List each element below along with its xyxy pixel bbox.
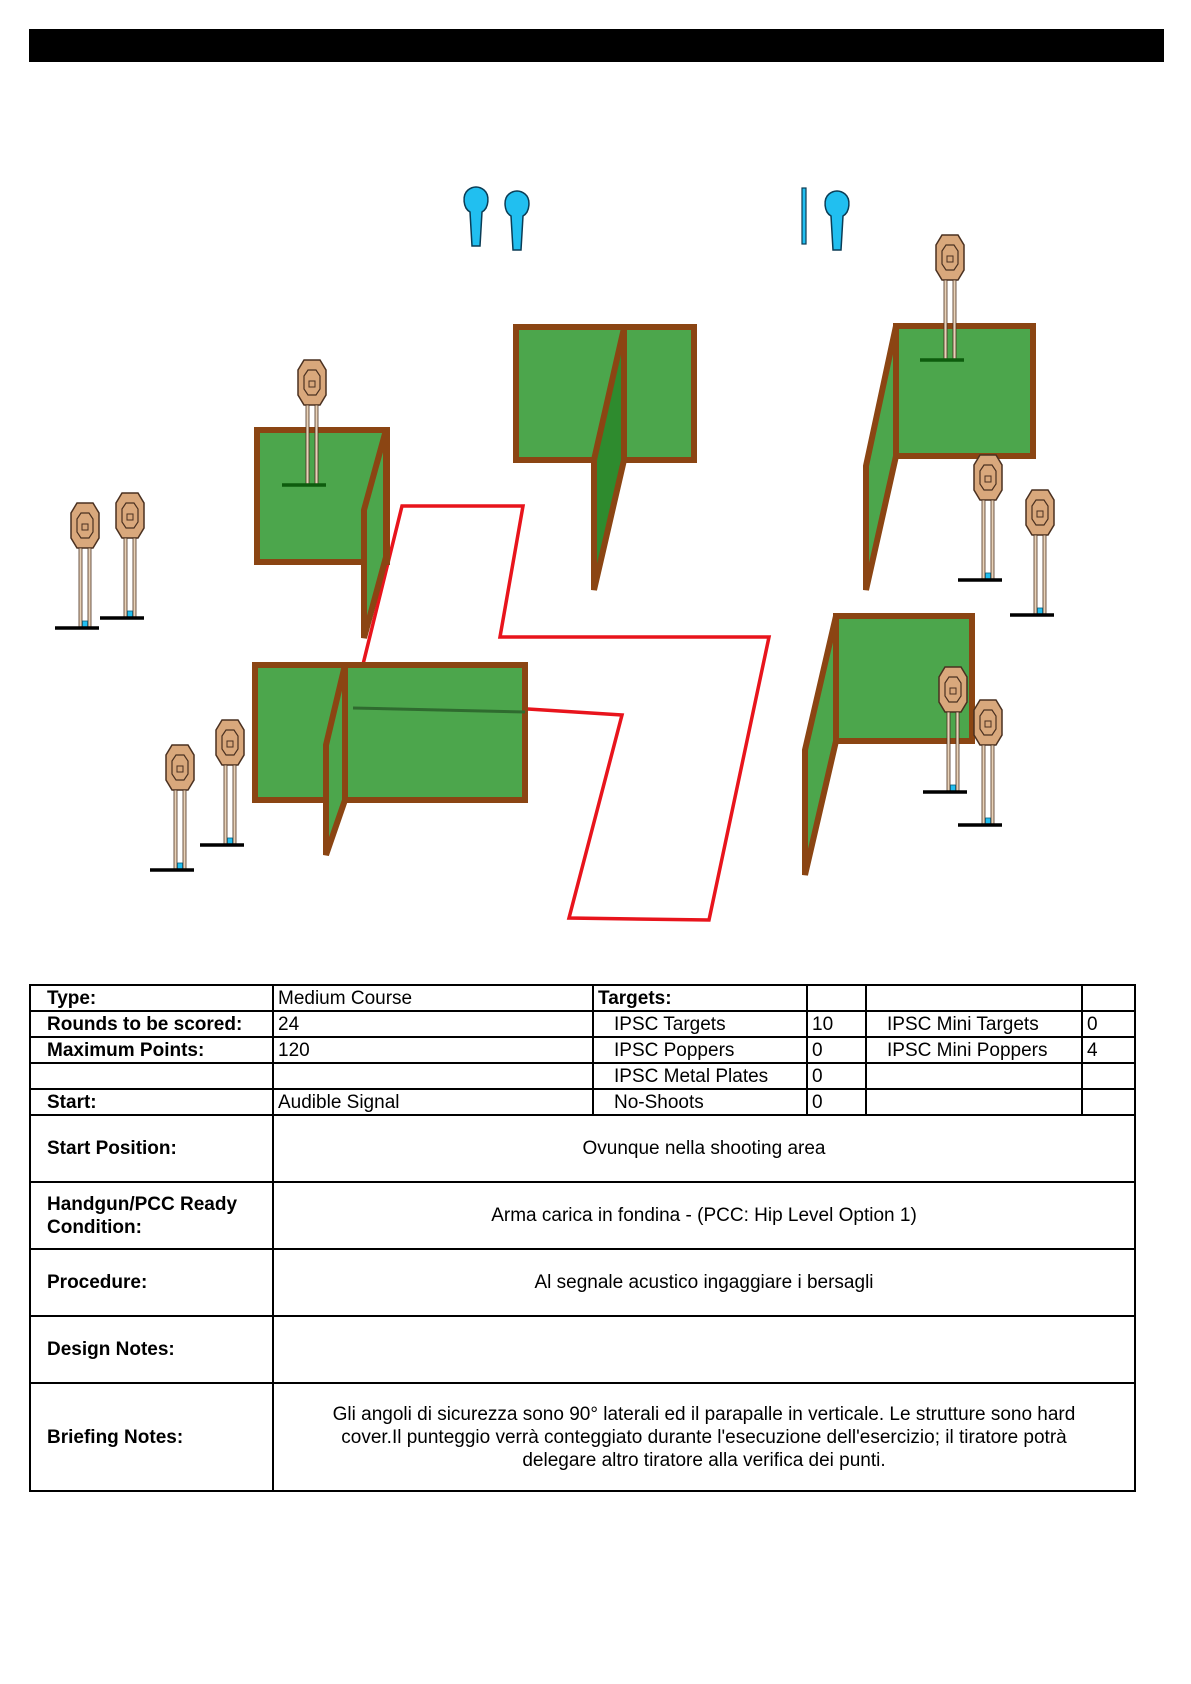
rounds-label: Rounds to be scored: — [30, 1011, 273, 1037]
design-notes-label: Design Notes: — [30, 1316, 273, 1383]
mini-targets-value: 0 — [1082, 1011, 1135, 1037]
row-procedure — [30, 1249, 1135, 1316]
stage-info-table — [29, 984, 1136, 1492]
procedure-value: Al segnale acustico ingaggiare i bersagli — [273, 1249, 1135, 1316]
ipsc-metal-plates-label: IPSC Metal Plates — [593, 1063, 807, 1089]
row-start-position — [30, 1115, 1135, 1182]
type-value: Medium Course — [273, 985, 593, 1011]
points-value: 120 — [273, 1037, 593, 1063]
mini-popper — [464, 187, 488, 246]
ipsc-target — [55, 503, 99, 628]
targets-header: Targets: — [593, 985, 807, 1011]
mini-popper — [505, 191, 529, 250]
row-type — [30, 985, 1135, 1011]
row-ready-condition — [30, 1182, 1135, 1249]
wall-structure-right-top — [866, 326, 1033, 590]
wall-structure-left-bottom — [255, 665, 525, 855]
ipsc-target — [200, 720, 244, 845]
mini-popper — [825, 191, 849, 250]
briefing-notes-label: Briefing Notes: — [30, 1383, 273, 1491]
ipsc-metal-plates-value: 0 — [807, 1063, 866, 1089]
mini-poppers-value: 4 — [1082, 1037, 1135, 1063]
start-label: Start: — [30, 1089, 273, 1115]
ipsc-target — [150, 745, 194, 870]
briefing-notes-value: Gli angoli di sicurezza sono 90° laterali ed il parapalle in verticale. Le strutture sono hard cover.Il punteggio verrà conteggiato durante l'esecuzione dell'esercizio; il tiratore potrà delegare altro tiratore alla verifica dei punti. — [273, 1383, 1135, 1491]
no-shoots-value: 0 — [807, 1089, 866, 1115]
row-design-notes — [30, 1316, 1135, 1383]
start-position-label: Start Position: — [30, 1115, 273, 1182]
design-notes-value — [273, 1316, 1135, 1383]
ipsc-targets-value: 10 — [807, 1011, 866, 1037]
start-value: Audible Signal — [273, 1089, 593, 1115]
mini-poppers-label: IPSC Mini Poppers — [866, 1037, 1082, 1063]
mini-targets-label: IPSC Mini Targets — [866, 1011, 1082, 1037]
row-rounds — [30, 1011, 1135, 1037]
mini-popper-edge — [802, 188, 806, 244]
ipsc-poppers-value: 0 — [807, 1037, 866, 1063]
rounds-value: 24 — [273, 1011, 593, 1037]
row-metal-plates — [30, 1063, 1135, 1089]
wall-structure-center-top — [516, 327, 694, 590]
procedure-label: Procedure: — [30, 1249, 273, 1316]
ipsc-target — [100, 493, 144, 618]
ipsc-target — [958, 455, 1002, 580]
start-position-value: Ovunque nella shooting area — [273, 1115, 1135, 1182]
ready-condition-value: Arma carica in fondina - (PCC: Hip Level Option 1) — [273, 1182, 1135, 1249]
ready-condition-label: Handgun/PCC Ready Condition: — [30, 1182, 273, 1249]
type-label: Type: — [30, 985, 273, 1011]
wall-structure-left-top — [257, 430, 387, 638]
row-start — [30, 1089, 1135, 1115]
ipsc-poppers-label: IPSC Poppers — [593, 1037, 807, 1063]
no-shoots-label: No-Shoots — [593, 1089, 807, 1115]
row-points — [30, 1037, 1135, 1063]
ipsc-targets-label: IPSC Targets — [593, 1011, 807, 1037]
ipsc-target — [1010, 490, 1054, 615]
row-briefing-notes — [30, 1383, 1135, 1491]
points-label: Maximum Points: — [30, 1037, 273, 1063]
